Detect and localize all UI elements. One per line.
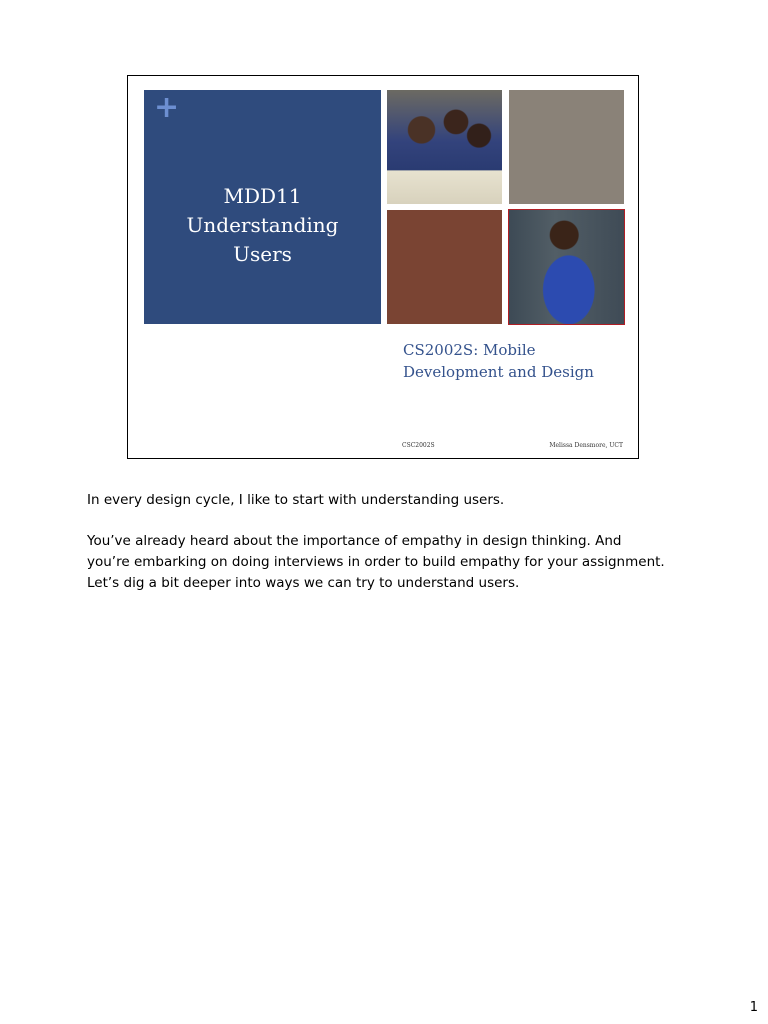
page-number: 1	[749, 1000, 758, 1015]
notes-line: Let’s dig a bit deeper into ways we can try to understand users.	[87, 575, 520, 591]
photo-woman-with-phone	[508, 209, 625, 325]
slide-title-line: Users	[233, 242, 292, 266]
gray-color-tile	[509, 90, 624, 204]
notes-line: you’re embarking on doing interviews in order to build empathy for your assignment.	[87, 554, 665, 570]
slide-thumbnail	[127, 75, 639, 459]
slide-footer-author: Melissa Densmore, UCT	[549, 442, 623, 449]
notes-line: You’ve already heard about the importance of empathy in design thinking. And	[87, 533, 622, 549]
photo-students-group	[387, 90, 502, 204]
slide-footer-course: CSC2002S	[402, 442, 435, 449]
slide-subtitle	[403, 339, 633, 383]
slide-title	[144, 182, 381, 269]
title-block	[144, 90, 381, 324]
notes-paragraph	[87, 531, 687, 594]
brown-color-tile	[387, 210, 502, 324]
speaker-notes	[87, 490, 687, 614]
slide-title-line: MDD11	[223, 184, 302, 208]
slide-title-line: Understanding	[186, 213, 339, 237]
notes-paragraph: In every design cycle, I like to start with understanding users.	[87, 492, 505, 508]
slide-subtitle-line: CS2002S: Mobile	[403, 341, 536, 359]
plus-icon: +	[154, 90, 180, 125]
slide-subtitle-line: Development and Design	[403, 363, 594, 381]
